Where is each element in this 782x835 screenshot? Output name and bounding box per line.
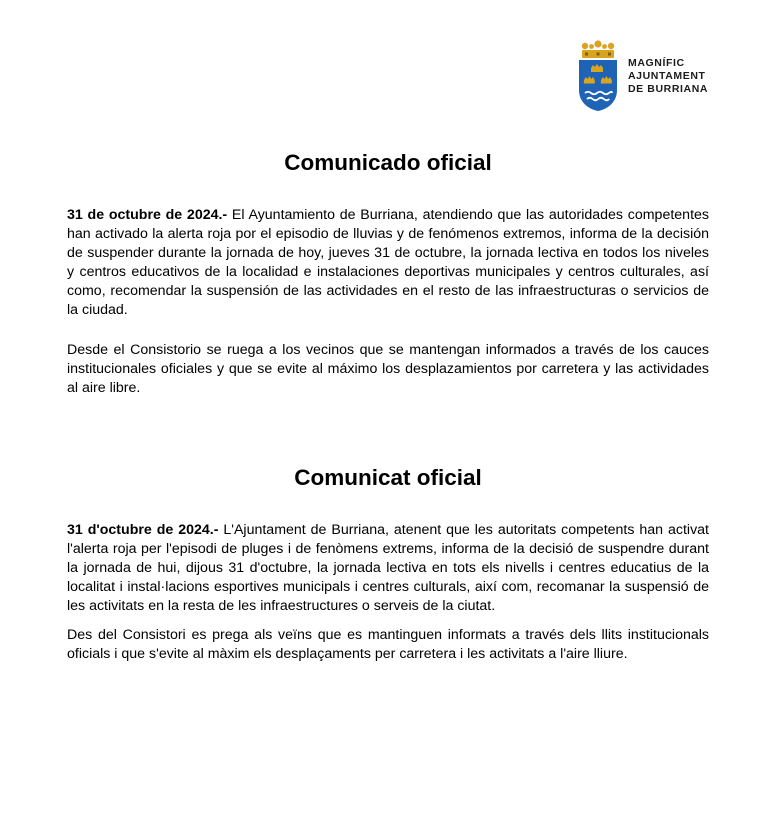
- recommendation-paragraph: Desde el Consistorio se ruega a los vecinos que se mantengan informados a través de los cauces institucionales oficiales y que se evite al máximo los desplazamientos por carretera y las actividades al aire libre.: [67, 342, 709, 396]
- municipal-logo: [576, 38, 726, 113]
- statement-paragraph: [67, 206, 709, 320]
- recommendation-paragraph: Des del Consistori es prega als veïns que es mantinguen informats a través dels llits institucionals oficials i que s'evite al màxim els desplaçaments per carretera i les activitats a l'aire lliure.: [67, 627, 709, 662]
- paragraph-body: L'Ajuntament de Burriana, atenent que les autoritats competents han activat l'alerta roja per l'episodi de pluges i de fenòmens extrems, informa de la decisió de suspendre durant la jornada de hui, dijous 31 d'octubre, la jornada lectiva en tots els nivells i centres educatius de la localitat i instal·lacions esportives municipals i centres culturals, així com, recomanar la suspensió de les activitats en la resta de les infraestructures o serveis de la ciutat.: [67, 522, 709, 614]
- logo-line: AJUNTAMENT: [628, 70, 706, 82]
- paragraph-body: El Ayuntamiento de Burriana, atendiendo que las autoridades competentes han activado la alerta roja por el episodio de lluvias y de fenómenos extremos, informa de la decisión de suspender durante la jornada de hoy, jueves 31 de octubre, la jornada lectiva en todos los niveles y centros educativos de la localidad e instalaciones deportivas municipales y centros culturales, así como, recomendar la suspensión de las actividades en el resto de las infraestructuras o servicios de la ciudad.: [67, 207, 709, 318]
- crown-icon: [582, 40, 614, 58]
- section-title: Comunicat oficial: [294, 465, 482, 490]
- valencian-statement: [67, 463, 709, 664]
- logo-line: MAGNÍFIC: [628, 57, 685, 69]
- spanish-statement: [67, 148, 709, 398]
- date-lead: 31 d'octubre de 2024.-: [67, 522, 219, 538]
- logo-name: [628, 57, 708, 96]
- burriana-crest-icon: [576, 38, 620, 112]
- page-title: Comunicado oficial: [284, 150, 492, 175]
- date-lead: 31 de octubre de 2024.-: [67, 207, 228, 223]
- statement-paragraph: [67, 521, 709, 616]
- logo-line: DE BURRIANA: [628, 83, 709, 95]
